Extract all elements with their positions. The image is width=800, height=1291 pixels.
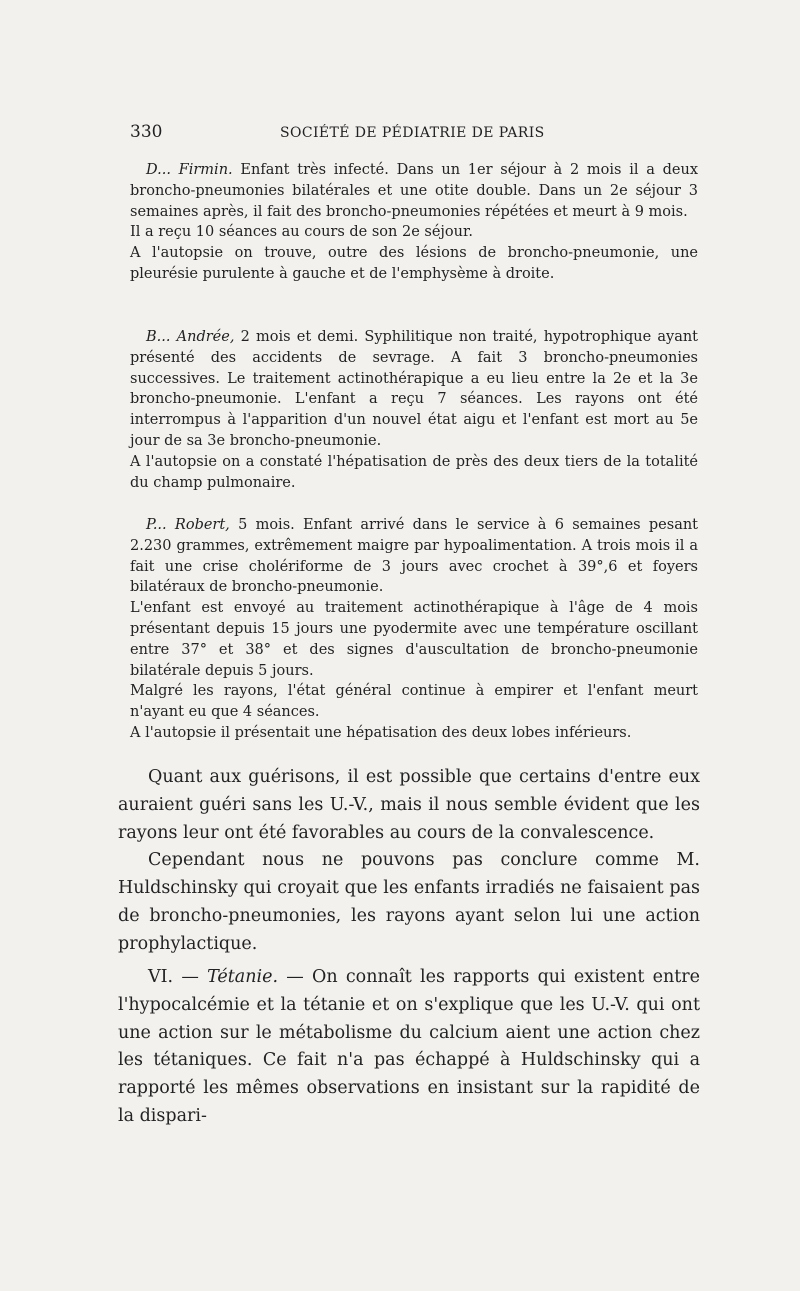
section-number: VI. (148, 967, 174, 987)
page-number: 330 (130, 122, 163, 142)
section-text: — On connaît les rapports qui existent entre l'hypocalcémie et la tétanie et on s'explique que les U.-V. qui ont une action sur le métabolisme du calcium aient une action chez les tétaniques. Ce fait n'a pas échappé à Huldschinsky qui a rapporté les mêmes observations en insistant sur la rapidité de la dispari- (118, 967, 700, 1126)
case-andree-text: 2 mois et demi. Syphilitique non traité, hypotrophique ayant présenté des accidents de sevrage. A fait 3 broncho-pneumonies successives. Le traitement actinothérapique a eu lieu entre la 2e et la 3e broncho-pneumonie. L'enfant a reçu 7 séances. Les rayons ont été interrompus à l'apparition d'un nouvel état aigu et l'enfant est mort au 5e jour de sa 3e broncho-pneumonie. (130, 329, 699, 449)
case-robert-p3: Malgré les rayons, l'état général continue à empirer et l'enfant meurt n'ayant eu que 4 séances. (130, 683, 698, 721)
case-firmin-name: D... Firmin. (146, 162, 233, 178)
case-robert-name: P... Robert, (146, 517, 230, 533)
case-robert-p2: L'enfant est envoyé au traitement actinothérapique à l'âge de 4 mois présentant depuis 15 jours une pyodermite avec une température oscillant entre 37° et 38° et des signes d'auscultation de broncho-pneumonie bilatérale depuis 5 jours. (130, 600, 698, 679)
body-text (118, 764, 700, 959)
case-robert-p4: A l'autopsie il présentait une hépatisation des deux lobes inférieurs. (130, 724, 632, 741)
case-andree-p1 (130, 327, 698, 452)
body-p2: Cependant nous ne pouvons pas conclure comme M. Huldschinsky qui croyait que les enfants irradiés ne faisaient pas de broncho-pneumonies, les rayons ayant selon lui une action prophylactique. (118, 850, 700, 954)
case-firmin-p2: Il a reçu 10 séances au cours de son 2e séjour. (130, 224, 473, 241)
case-firmin-p1 (130, 160, 698, 222)
case-firmin-text: Enfant très infecté. Dans un 1er séjour à 2 mois il a deux broncho-pneumonies bilatérales et une otite double. Dans un 2e séjour 3 semaines après, il fait des broncho-pneumonies répétées et meurt à 9 mois. (130, 162, 699, 220)
section-tetanie-p: VI. — Tétanie. — On connaît les rapports qui existent entre l'hypocalcémie et la tétanie et on s'explique que les U.-V. qui ont une action sur le métabolisme du calcium aient une action chez les tétaniques. Ce fait n'a pas échappé à Huldschinsky qui a rapporté les mêmes observations en insistant sur la rapidité de la dispari- (118, 967, 700, 1126)
case-firmin-p3: A l'autopsie on trouve, outre des lésions de broncho-pneumonie, une pleurésie purulente à gauche et de l'emphysème à droite. (130, 245, 698, 282)
case-robert-p1 (130, 515, 698, 598)
running-title: SOCIÉTÉ DE PÉDIATRIE DE PARIS (280, 125, 545, 141)
body-p1: Quant aux guérisons, il est possible que certains d'entre eux auraient guéri sans les U.-V., mais il nous semble évident que les rayons leur ont été favorables au cours de la convalescence. (118, 767, 700, 843)
case-robert (130, 515, 698, 744)
section-tetanie (118, 964, 700, 1131)
case-andree (130, 327, 698, 493)
section-title: Tétanie. (207, 967, 279, 987)
case-robert-text: 5 mois. Enfant arrivé dans le service à 6 semaines pesant 2.230 grammes, extrêmement maigre par hypoalimentation. A trois mois il a fait une crise cholériforme de 3 jours avec crochet à 39°,6 et foyers bilatéraux de broncho-pneumonie. (130, 517, 699, 596)
case-firmin (130, 160, 698, 285)
case-andree-p2: A l'autopsie on a constaté l'hépatisation de près des deux tiers de la totalité du champ pulmonaire. (130, 453, 698, 491)
case-andree-name: B... Andrée, (146, 329, 235, 345)
